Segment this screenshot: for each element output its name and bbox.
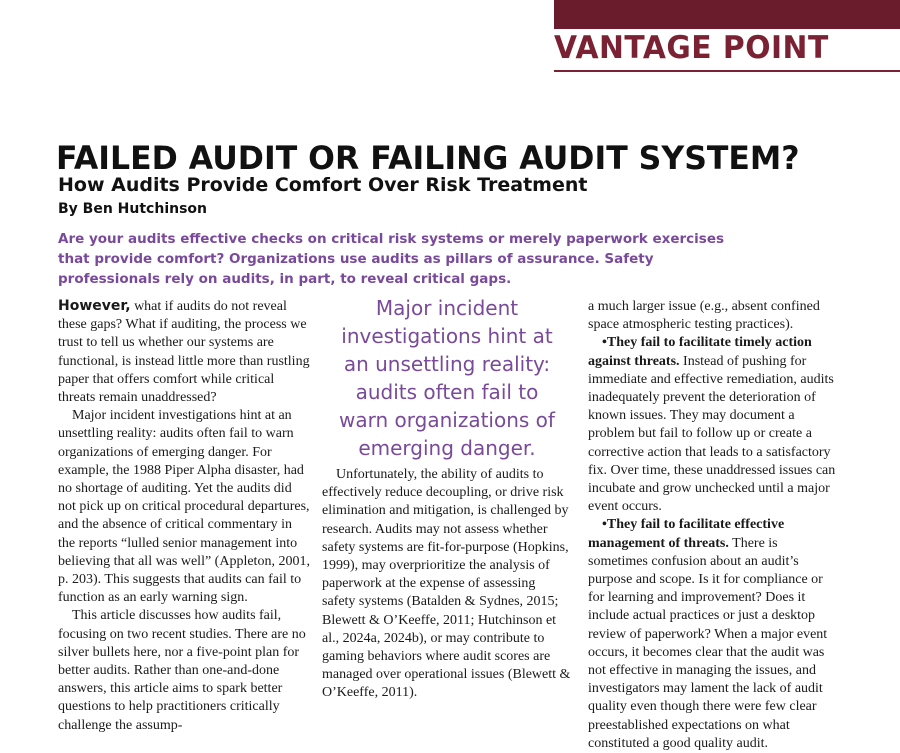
bullet-2-lead: •They fail to facilitate effective management of threats.	[588, 517, 785, 551]
article-subhead: How Audits Provide Comfort Over Risk Treatment	[58, 174, 588, 196]
bullet-2-text: There is sometimes confusion about an audit’s purpose and scope. Is it for compliance or for learning and improvement? Does it include actual practices or just a desktop review of paperwork? When a major event occurs, it becomes clear that the audit was not effective in managing the issues, and investigators may lament the lack of audit quality even though there were few clear preestablished expectations on what constituted a good quality audit.	[588, 535, 828, 751]
bullet-1-lead: •They fail to facilitate timely action against threats.	[588, 335, 812, 369]
column-2	[322, 466, 572, 703]
lead-in: However,	[58, 298, 131, 314]
bullet-1-text: Instead of pushing for immediate and effective remediation, audits inadequately prevent the deterioration of known issues. They may document a problem but fail to follow up or create a corrective action that leads to a satisfactory fix. Over time, these unaddressed issues can incubate and grow unchecked until a major event occurs.	[588, 353, 836, 515]
section-label: VANTAGE POINT	[554, 30, 829, 66]
column-1	[58, 297, 310, 735]
paragraph-1-text: what if audits do not reveal these gaps? What if auditing, the process we trust to tell us whether our systems are functional, is instead little more than rustling paper that offers comfort while critical threats remain unaddressed?	[58, 299, 310, 406]
bullet-2	[588, 516, 840, 753]
paragraph-2: Major incident investigations hint at an unsettling reality: audits often fail to warn organizations of emerging danger. For example, the 1988 Piper Alpha disaster, had no shortage of auditing. Yet the audits did not pick up on critical procedural departures, and the absence of critical commentary in the reports “lulled senior management into believing that all was well” (Appleton, 2001, p. 203). This suggests that audits can fail to function as an early warning sign.	[58, 408, 310, 606]
paragraph-5: a much larger issue (e.g., absent confined space atmospheric testing practices).	[588, 299, 820, 333]
article-deck: Are your audits effective checks on critical risk systems or merely paperwork exercises that provide comfort? Organizations use audits as pillars of assurance. Safety professionals rely on audits, in part, to reveal critical gaps.	[58, 231, 725, 287]
paragraph-1	[58, 297, 310, 407]
section-color-bar	[554, 0, 900, 29]
article-byline: By Ben Hutchinson	[58, 201, 208, 217]
column-3	[588, 298, 840, 753]
bullet-1	[588, 334, 840, 516]
section-rule	[554, 70, 900, 72]
paragraph-3: This article discusses how audits fail, focusing on two recent studies. There are no silver bullets here, nor a five-point plan for better audits. Rather than one-and-done answers, this article aims to spark better questions to help practitioners critically challenge the assump-	[58, 608, 306, 733]
article-headline: FAILED AUDIT OR FAILING AUDIT SYSTEM?	[56, 139, 800, 177]
pull-quote: Major incident investigations hint at an unsettling reality: audits often fail to warn organizations of emerging danger.	[339, 296, 555, 460]
paragraph-4: Unfortunately, the ability of audits to effectively reduce decoupling, or drive risk elimination and mitigation, is challenged by research. Audits may not assess whether safety systems are fit-for-purpose (Hopkins, 1999), may overprioritize the analysis of paperwork at the expense of assessing safety systems (Batalden & Sydnes, 2015; Blewett & O’Keeffe, 2011; Hutchinson et al., 2024a, 2024b), or may contribute to gaming behaviors where audit scores are managed over operational issues (Blewett & O’Keeffe, 2011).	[322, 467, 571, 701]
